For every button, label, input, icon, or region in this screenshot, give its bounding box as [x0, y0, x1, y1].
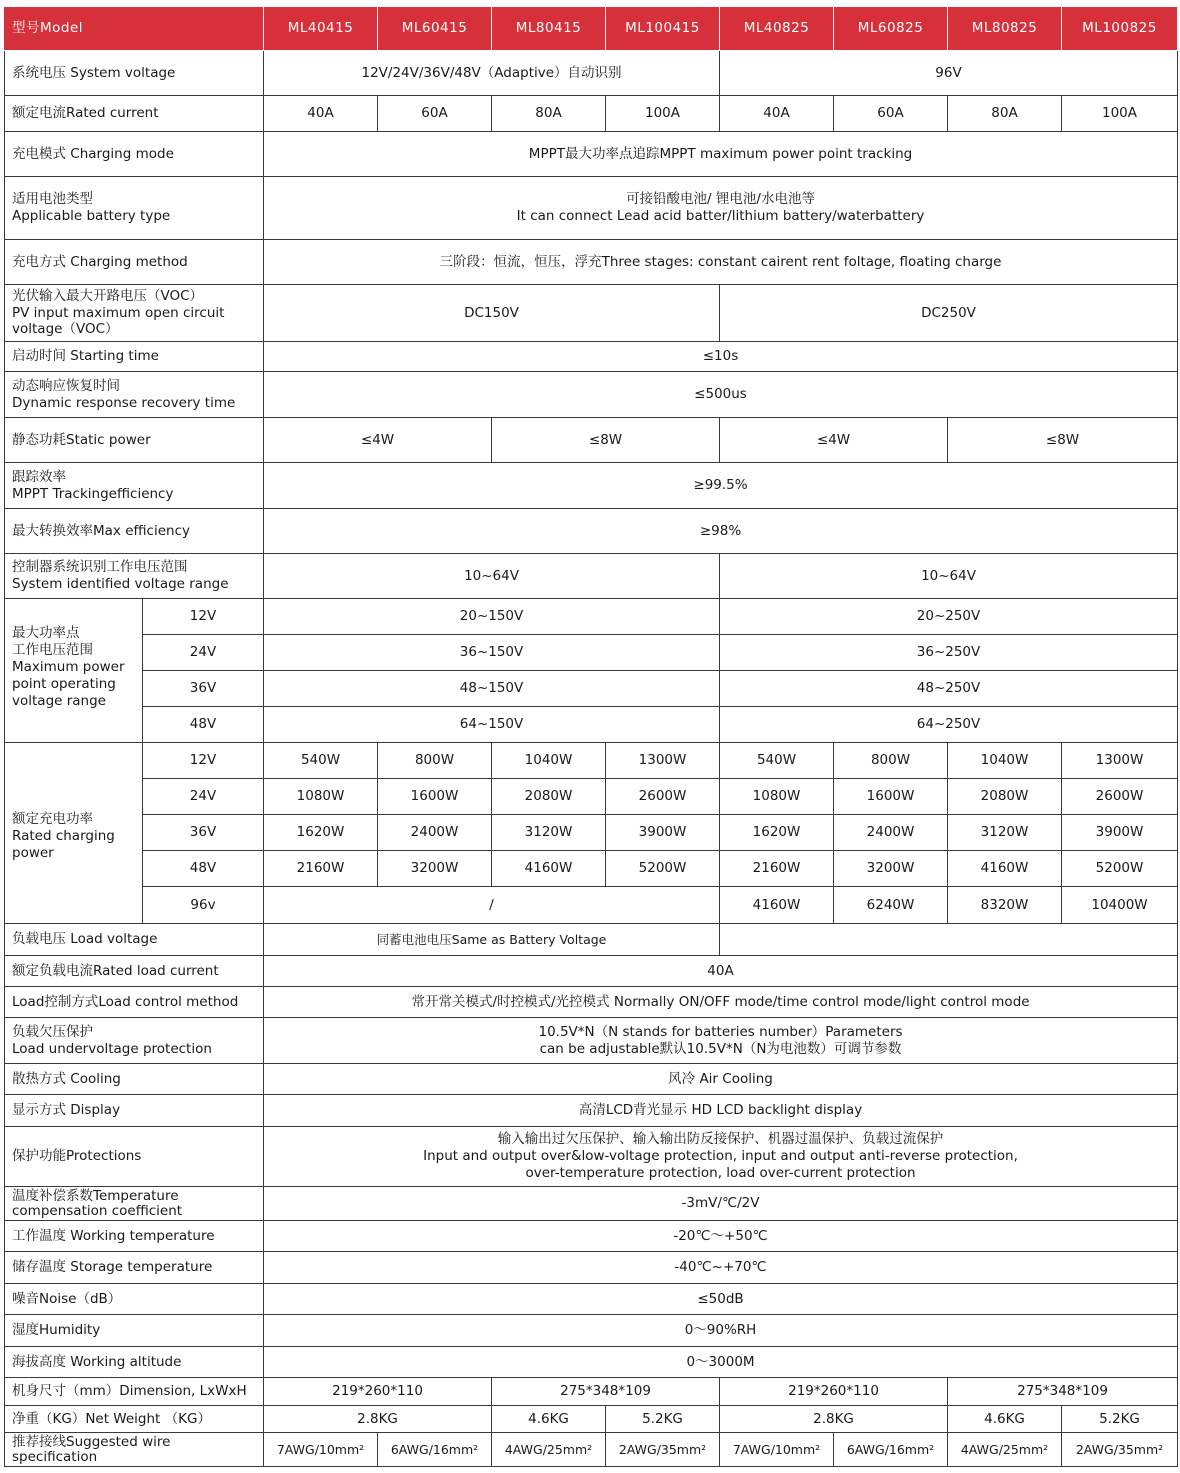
value-cell: 40A: [264, 956, 1178, 987]
load-control-row: [5, 987, 1178, 1018]
label-line: 温度补偿系数Temperature: [12, 1188, 179, 1205]
value-cell: 12V/24V/36V/48V（Adaptive）自动识别: [264, 51, 720, 96]
label-line: 额定充电功率: [12, 811, 93, 827]
value-cell: 219*260*110: [720, 1378, 948, 1406]
value-cell: 2.8KG: [264, 1406, 492, 1433]
display-row: [5, 1095, 1178, 1127]
value-cell: 4.6KG: [492, 1406, 606, 1433]
value-cell: 1620W: [720, 815, 834, 851]
label-line: voltage range: [12, 692, 106, 709]
value-cell: 2160W: [264, 851, 378, 887]
value-line: can be adjustable默认10.5V*N（N为电池数）可调节参数: [539, 1040, 902, 1057]
value-cell: ≥99.5%: [264, 463, 1178, 509]
value-cell: 4160W: [948, 851, 1062, 887]
label-line: 工作电压范围: [12, 641, 93, 658]
label-line: Dynamic response recovery time: [12, 394, 236, 411]
value-cell: 1600W: [834, 779, 948, 815]
value-cell: 10400W: [1062, 887, 1178, 924]
charging-method-row: [5, 240, 1178, 285]
value-cell: 2080W: [492, 779, 606, 815]
value-cell: 80A: [492, 96, 606, 132]
value-line: Input and output over&low-voltage protection, input and output anti-reverse protection,: [423, 1148, 1018, 1165]
value-cell: 6240W: [834, 887, 948, 924]
label-line: Load undervoltage protection: [12, 1040, 212, 1057]
voltage-cell: 12V: [143, 599, 264, 635]
value-cell: 3900W: [1062, 815, 1178, 851]
value-cell: 275*348*109: [948, 1378, 1178, 1406]
value-cell: ≤8W: [492, 418, 720, 463]
label-line: 动态响应恢复时间: [12, 377, 120, 394]
value-cell: 10~64V: [264, 554, 720, 599]
model-header-cell: ML80825: [948, 7, 1062, 51]
mppt-range-row: [5, 599, 1178, 635]
value-cell: 5.2KG: [1062, 1406, 1178, 1433]
model-header-cell: ML40825: [720, 7, 834, 51]
row-label: 显示方式 Display: [5, 1095, 264, 1127]
label-line: System identified voltage range: [12, 576, 229, 592]
value-cell: 3900W: [606, 815, 720, 851]
value-cell: ≤500us: [264, 372, 1178, 418]
value-cell: 96V: [720, 51, 1178, 96]
value-cell: -40℃~+70℃: [264, 1252, 1178, 1284]
value-cell: 2400W: [378, 815, 492, 851]
value-cell: 3200W: [378, 851, 492, 887]
row-label: 散热方式 Cooling: [5, 1064, 264, 1095]
storage-temp-row: [5, 1252, 1178, 1284]
voltage-cell: 24V: [143, 635, 264, 671]
value-cell: 2160W: [720, 851, 834, 887]
value-cell: 540W: [720, 743, 834, 779]
label-line: 推荐接线Suggested wire: [12, 1434, 171, 1451]
value-cell: 100A: [606, 96, 720, 132]
value-cell: 1080W: [264, 779, 378, 815]
value-line: It can connect Lead acid batter/lithium battery/waterbattery: [516, 208, 925, 224]
row-label: [5, 1433, 264, 1467]
value-cell: 5200W: [1062, 851, 1178, 887]
label-line: power: [12, 844, 54, 861]
value-cell: 10~64V: [720, 554, 1178, 599]
row-label: 海拔高度 Working altitude: [5, 1347, 264, 1378]
value-cell: 2600W: [1062, 779, 1178, 815]
value-cell: 8320W: [948, 887, 1062, 924]
value-cell: -20℃～+50℃: [264, 1221, 1178, 1252]
identified-range-row: [5, 554, 1178, 599]
value-cell: DC250V: [720, 285, 1178, 342]
label-line: 控制器系统识别工作电压范围: [12, 559, 188, 576]
row-label: 静态功耗Static power: [5, 418, 264, 463]
model-header-cell: ML100825: [1062, 7, 1178, 51]
charging-power-row: [5, 743, 1178, 779]
row-label: [5, 372, 264, 418]
noise-row: [5, 1284, 1178, 1315]
altitude-row: [5, 1347, 1178, 1378]
value-cell: 7AWG/10mm²: [720, 1433, 834, 1467]
row-label: 噪音Noise（dB）: [5, 1284, 264, 1315]
value-cell: 36~250V: [720, 635, 1178, 671]
value-cell: 40A: [720, 96, 834, 132]
row-label: 充电模式 Charging mode: [5, 132, 264, 177]
value-cell: 2600W: [606, 779, 720, 815]
value-cell: 48~250V: [720, 671, 1178, 707]
wire-spec-row: [5, 1433, 1178, 1467]
net-weight-row: [5, 1406, 1178, 1433]
label-line: specification: [12, 1448, 98, 1465]
row-label: [5, 463, 264, 509]
value-cell: 4AWG/25mm²: [948, 1433, 1062, 1467]
starting-time-row: [5, 342, 1178, 372]
row-label: 充电方式 Charging method: [5, 240, 264, 285]
voltage-cell: 24V: [143, 779, 264, 815]
row-label: [5, 1018, 264, 1064]
value-cell: 800W: [834, 743, 948, 779]
label-line: point operating: [12, 675, 116, 692]
voltage-cell: 96v: [143, 887, 264, 924]
row-label: 保护功能Protections: [5, 1127, 264, 1187]
value-cell: 高清LCD背光显示 HD LCD backlight display: [264, 1095, 1178, 1127]
system-voltage-row: [5, 51, 1178, 96]
row-label: 启动时间 Starting time: [5, 342, 264, 372]
value-cell: 4160W: [720, 887, 834, 924]
value-cell: 40A: [264, 96, 378, 132]
value-cell: 3120W: [492, 815, 606, 851]
value-cell: ≤4W: [264, 418, 492, 463]
value-cell: 64~150V: [264, 707, 720, 743]
row-label: [5, 554, 264, 599]
label-line: voltage（VOC）: [12, 321, 119, 338]
value-cell: 5.2KG: [606, 1406, 720, 1433]
value-cell: 1040W: [948, 743, 1062, 779]
value-cell: 2080W: [948, 779, 1062, 815]
value-cell: DC150V: [264, 285, 720, 342]
value-cell: ≤10s: [264, 342, 1178, 372]
rated-current-row: [5, 96, 1178, 132]
value-cell: 2.8KG: [720, 1406, 948, 1433]
value-cell: 60A: [378, 96, 492, 132]
value-cell: 2AWG/35mm²: [606, 1433, 720, 1467]
row-label: 系统电压 System voltage: [5, 51, 264, 96]
value-cell: 219*260*110: [264, 1378, 492, 1406]
voltage-cell: 48V: [143, 851, 264, 887]
value-cell: [264, 177, 1178, 240]
row-label: 额定负载电流Rated load current: [5, 956, 264, 987]
row-label: 机身尺寸（mm）Dimension, LxWxH: [5, 1378, 264, 1406]
static-power-row: [5, 418, 1178, 463]
voltage-cell: 36V: [143, 671, 264, 707]
value-cell: 常开常关模式/时控模式/光控模式 Normally ON/OFF mode/time control mode/light control mode: [264, 987, 1178, 1018]
charging-power-row: [5, 815, 1178, 851]
label-line: MPPT Trackingefficiency: [12, 485, 174, 502]
row-label: 储存温度 Storage temperature: [5, 1252, 264, 1284]
group-label: [5, 743, 143, 924]
voltage-cell: 36V: [143, 815, 264, 851]
tracking-efficiency-row: [5, 463, 1178, 509]
value-cell: 64~250V: [720, 707, 1178, 743]
value-cell: 同蓄电池电压Same as Battery Voltage: [264, 924, 720, 956]
value-cell: 4.6KG: [948, 1406, 1062, 1433]
model-header-cell: ML100415: [606, 7, 720, 51]
value-cell: ≤8W: [948, 418, 1178, 463]
value-cell: 1080W: [720, 779, 834, 815]
value-cell: 6AWG/16mm²: [834, 1433, 948, 1467]
value-cell: 1040W: [492, 743, 606, 779]
value-cell: [264, 1018, 1178, 1064]
label-line: 光伏输入最大开路电压（VOC）: [12, 287, 204, 304]
value-cell: 2400W: [834, 815, 948, 851]
value-cell: -3mV/℃/2V: [264, 1187, 1178, 1221]
dynamic-response-row: [5, 372, 1178, 418]
charging-mode-row: [5, 132, 1178, 177]
humidity-row: [5, 1315, 1178, 1347]
value-cell: 1600W: [378, 779, 492, 815]
row-label: Load控制方式Load control method: [5, 987, 264, 1018]
label-line: 适用电池类型: [12, 191, 93, 208]
value-cell: 800W: [378, 743, 492, 779]
battery-type-row: [5, 177, 1178, 240]
label-line: Rated charging: [12, 827, 115, 844]
value-cell: 4AWG/25mm²: [492, 1433, 606, 1467]
value-cell: 5200W: [606, 851, 720, 887]
label-line: compensation coefficient: [12, 1202, 183, 1219]
max-efficiency-row: [5, 509, 1178, 554]
mppt-range-row: [5, 671, 1178, 707]
label-line: PV input maximum open circuit: [12, 304, 225, 321]
value-cell: 540W: [264, 743, 378, 779]
value-cell: 20~150V: [264, 599, 720, 635]
label-line: 跟踪效率: [12, 468, 66, 485]
load-undervoltage-row: [5, 1018, 1178, 1064]
value-cell: 48~150V: [264, 671, 720, 707]
model-header-cell: ML60825: [834, 7, 948, 51]
value-cell: 0～90%RH: [264, 1315, 1178, 1347]
value-cell: 0～3000M: [264, 1347, 1178, 1378]
label-line: 最大功率点: [12, 625, 80, 641]
value-line: 输入输出过欠压保护、输入输出防反接保护、机器过温保护、负载过流保护: [497, 1131, 944, 1148]
row-label: 额定电流Rated current: [5, 96, 264, 132]
voltage-cell: 48V: [143, 707, 264, 743]
row-label: [5, 1187, 264, 1221]
value-line: over-temperature protection, load over-current protection: [525, 1164, 916, 1181]
value-cell: [720, 924, 1178, 956]
value-cell: 风冷 Air Cooling: [264, 1064, 1178, 1095]
mppt-range-row: [5, 635, 1178, 671]
protections-row: [5, 1127, 1178, 1187]
value-cell: 275*348*109: [492, 1378, 720, 1406]
value-cell: 4160W: [492, 851, 606, 887]
label-line: Applicable battery type: [12, 208, 171, 224]
row-label: 净重（KG）Net Weight （KG）: [5, 1406, 264, 1433]
pv-voc-row: [5, 285, 1178, 342]
charging-power-row-96v: [5, 887, 1178, 924]
value-cell: 60A: [834, 96, 948, 132]
label-line: 负载欠压保护: [12, 1023, 93, 1040]
value-cell: ≥98%: [264, 509, 1178, 554]
header-row: [5, 7, 1178, 51]
value-cell: /: [264, 887, 720, 924]
voltage-cell: 12V: [143, 743, 264, 779]
row-label: 负载电压 Load voltage: [5, 924, 264, 956]
value-cell: 1300W: [1062, 743, 1178, 779]
spec-table: [4, 6, 1178, 1467]
model-header-label: 型号Model: [5, 7, 264, 51]
model-header-cell: ML60415: [378, 7, 492, 51]
value-cell: 1300W: [606, 743, 720, 779]
cooling-row: [5, 1064, 1178, 1095]
value-cell: [264, 1127, 1178, 1187]
working-temp-row: [5, 1221, 1178, 1252]
value-cell: 三阶段：恒流，恒压，浮充Three stages: constant cairent rent foltage, floating charge: [264, 240, 1178, 285]
value-cell: 3120W: [948, 815, 1062, 851]
value-cell: 20~250V: [720, 599, 1178, 635]
dimension-row: [5, 1378, 1178, 1406]
mppt-range-row: [5, 707, 1178, 743]
value-cell: 3200W: [834, 851, 948, 887]
value-cell: 36~150V: [264, 635, 720, 671]
label-line: Maximum power: [12, 658, 125, 675]
row-label: [5, 177, 264, 240]
charging-power-row: [5, 851, 1178, 887]
value-cell: 80A: [948, 96, 1062, 132]
value-line: 可接铅酸电池/ 锂电池/水电池等: [626, 191, 815, 208]
value-cell: 100A: [1062, 96, 1178, 132]
row-label: 工作温度 Working temperature: [5, 1221, 264, 1252]
load-voltage-row: [5, 924, 1178, 956]
rated-load-current-row: [5, 956, 1178, 987]
value-line: 10.5V*N（N stands for batteries number）Parameters: [538, 1023, 903, 1040]
row-label: [5, 285, 264, 342]
temp-compensation-row: [5, 1187, 1178, 1221]
value-cell: MPPT最大功率点追踪MPPT maximum power point tracking: [264, 132, 1178, 177]
value-cell: ≤4W: [720, 418, 948, 463]
value-cell: 2AWG/35mm²: [1062, 1433, 1178, 1467]
value-cell: ≤50dB: [264, 1284, 1178, 1315]
row-label: 最大转换效率Max efficiency: [5, 509, 264, 554]
group-label: [5, 599, 143, 743]
row-label: 湿度Humidity: [5, 1315, 264, 1347]
value-cell: 1620W: [264, 815, 378, 851]
model-header-cell: ML80415: [492, 7, 606, 51]
value-cell: 7AWG/10mm²: [264, 1433, 378, 1467]
charging-power-row: [5, 779, 1178, 815]
model-header-cell: ML40415: [264, 7, 378, 51]
value-cell: 6AWG/16mm²: [378, 1433, 492, 1467]
